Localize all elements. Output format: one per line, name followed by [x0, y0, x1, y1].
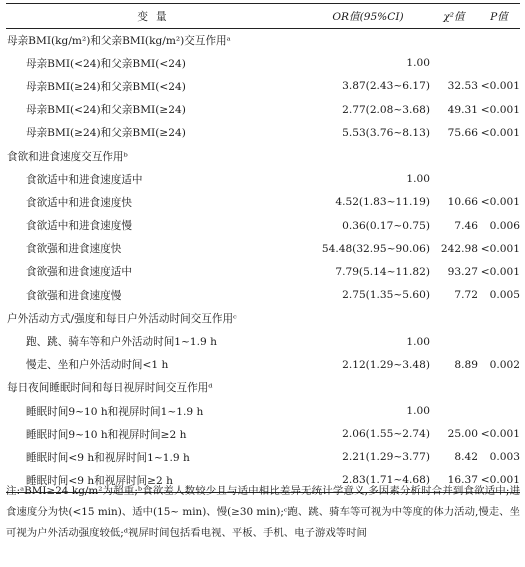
row-chi2: 8.89 [454, 358, 478, 371]
row-or-ci: 1.00 [406, 57, 430, 70]
row-label: 食欲和进食速度交互作用ᵇ [7, 150, 128, 163]
row-label: 睡眠时间<9 h和视屏时间1~1.9 h [26, 451, 190, 464]
row-or-ci: 54.48(32.95~90.06) [321, 242, 430, 255]
table-group-row [6, 144, 520, 167]
row-or-ci: 2.12(1.29~3.48) [342, 358, 430, 371]
row-chi2: 75.66 [447, 126, 478, 139]
row-chi2: 10.66 [447, 196, 478, 209]
row-p: 0.003 [489, 451, 520, 464]
row-or-ci: 7.79(5.14~11.82) [335, 265, 430, 278]
table-row [6, 98, 520, 121]
row-p [478, 144, 520, 167]
row-chi2: 25.00 [447, 428, 478, 441]
row-or-ci: 0.36(0.17~0.75) [342, 219, 430, 232]
row-p: <0.001 [480, 196, 520, 209]
row-p: <0.001 [480, 126, 520, 139]
row-label: 食欲适中和进食速度适中 [26, 173, 143, 186]
row-label: 慢走、坐和户外活动时间<1 h [26, 359, 169, 372]
row-or-ci: 4.52(1.83~11.19) [335, 196, 430, 209]
row-or-ci [306, 29, 430, 52]
row-p: <0.001 [480, 428, 520, 441]
header-variable: 变量 [6, 4, 306, 29]
row-chi2 [430, 52, 478, 75]
row-chi2 [430, 330, 478, 353]
row-chi2 [430, 168, 478, 191]
row-chi2: 7.46 [454, 219, 478, 232]
table-row [6, 260, 520, 283]
row-label: 食欲强和进食速度慢 [26, 289, 122, 302]
header-or-ci: OR值(95%CI) [306, 4, 430, 29]
table-header-row [6, 4, 520, 29]
row-label: 睡眠时间9~10 h和视屏时间≥2 h [26, 428, 187, 441]
row-chi2 [430, 144, 478, 167]
row-chi2: 49.31 [447, 103, 478, 116]
row-chi2: 16.37 [430, 469, 478, 492]
row-chi2 [430, 376, 478, 399]
table-body [6, 29, 520, 493]
row-chi2 [430, 307, 478, 330]
row-or-ci [306, 307, 430, 330]
table-row [6, 75, 520, 98]
row-p [478, 330, 520, 353]
row-p: <0.001 [480, 103, 520, 116]
row-p: <0.001 [480, 265, 520, 278]
table-row [6, 284, 520, 307]
row-chi2: 7.72 [454, 289, 478, 302]
row-label: 睡眠时间<9 h和视屏时间≥2 h [6, 469, 306, 492]
row-or-ci: 2.75(1.35~5.60) [342, 289, 430, 302]
table-row [6, 237, 520, 260]
row-label: 母亲BMI(≥24)和父亲BMI(≥24) [26, 127, 186, 140]
table-row [6, 423, 520, 446]
row-chi2: 242.98 [440, 242, 478, 255]
row-p [478, 168, 520, 191]
row-chi2: 8.42 [454, 451, 478, 464]
row-label: 食欲强和进食速度适中 [26, 266, 132, 279]
row-label: 母亲BMI(<24)和父亲BMI(≥24) [26, 104, 186, 117]
table-row [6, 214, 520, 237]
row-p [478, 400, 520, 423]
row-label: 母亲BMI(≥24)和父亲BMI(<24) [26, 80, 186, 93]
row-p [478, 307, 520, 330]
row-label: 食欲适中和进食速度慢 [26, 220, 132, 233]
row-p: <0.001 [480, 242, 520, 255]
row-chi2 [430, 29, 478, 52]
row-or-ci [306, 376, 430, 399]
interaction-table [6, 3, 520, 493]
row-or-ci: 2.21(1.29~3.77) [342, 451, 430, 464]
row-or-ci: 1.00 [406, 335, 430, 348]
row-p: <0.001 [480, 80, 520, 93]
row-label: 食欲强和进食速度快 [26, 243, 122, 256]
row-p: 0.006 [489, 219, 520, 232]
table-row [6, 353, 520, 376]
row-or-ci: 2.77(2.08~3.68) [342, 103, 430, 116]
table-group-row [6, 307, 520, 330]
row-or-ci: 5.53(3.76~8.13) [342, 126, 430, 139]
table-row [6, 330, 520, 353]
row-or-ci [306, 144, 430, 167]
row-or-ci: 3.87(2.43~6.17) [342, 80, 430, 93]
table-row [6, 400, 520, 423]
table-group-row [6, 376, 520, 399]
table-row [6, 446, 520, 469]
row-label: 食欲适中和进食速度快 [26, 196, 132, 209]
header-p: P值 [478, 4, 520, 29]
row-p: <0.001 [478, 469, 520, 492]
row-p [478, 376, 520, 399]
table-row [6, 191, 520, 214]
row-or-ci: 1.00 [406, 173, 430, 186]
row-label: 户外活动方式/强度和每日户外活动时间交互作用ᶜ [7, 312, 237, 325]
row-label: 睡眠时间9~10 h和视屏时间1~1.9 h [26, 405, 204, 418]
row-label: 母亲BMI(kg/m²)和父亲BMI(kg/m²)交互作用ᵃ [7, 34, 231, 47]
table-footnote: 注:ᵃBMI≥24 kg/m²为超重;ᵇ食欲差人数较少且与适中相比差异无统计学意义,多因素分析时合并到食欲适中;进食速度分为快(<15 min)、适中(15~ min)、慢(≥30 min);ᶜ跑、跳、骑车等可视为中等度的体力活动,慢走、坐可视为户外活动强度较低;ᵈ视屏时间包括看电视、平板、手机、电子游戏等时间 [6, 485, 520, 539]
table-group-row [6, 29, 520, 52]
row-label: 母亲BMI(<24)和父亲BMI(<24) [26, 57, 186, 70]
row-chi2: 32.53 [447, 80, 478, 93]
row-p [478, 29, 520, 52]
row-label: 跑、跳、骑车等和户外活动时间1~1.9 h [26, 336, 217, 349]
table-row [6, 121, 520, 144]
header-chi2: χ²值 [430, 4, 478, 29]
table-row [6, 168, 520, 191]
row-or-ci: 2.06(1.55~2.74) [342, 428, 430, 441]
row-p: 0.005 [489, 289, 520, 302]
table-row [6, 52, 520, 75]
row-or-ci: 1.00 [406, 405, 430, 418]
row-label: 每日夜间睡眠时间和每日视屏时间交互作用ᵈ [7, 382, 213, 395]
row-chi2 [430, 400, 478, 423]
row-p: 0.002 [489, 358, 520, 371]
row-chi2: 93.27 [447, 265, 478, 278]
row-p [478, 52, 520, 75]
row-or-ci: 2.83(1.71~4.68) [306, 469, 430, 492]
